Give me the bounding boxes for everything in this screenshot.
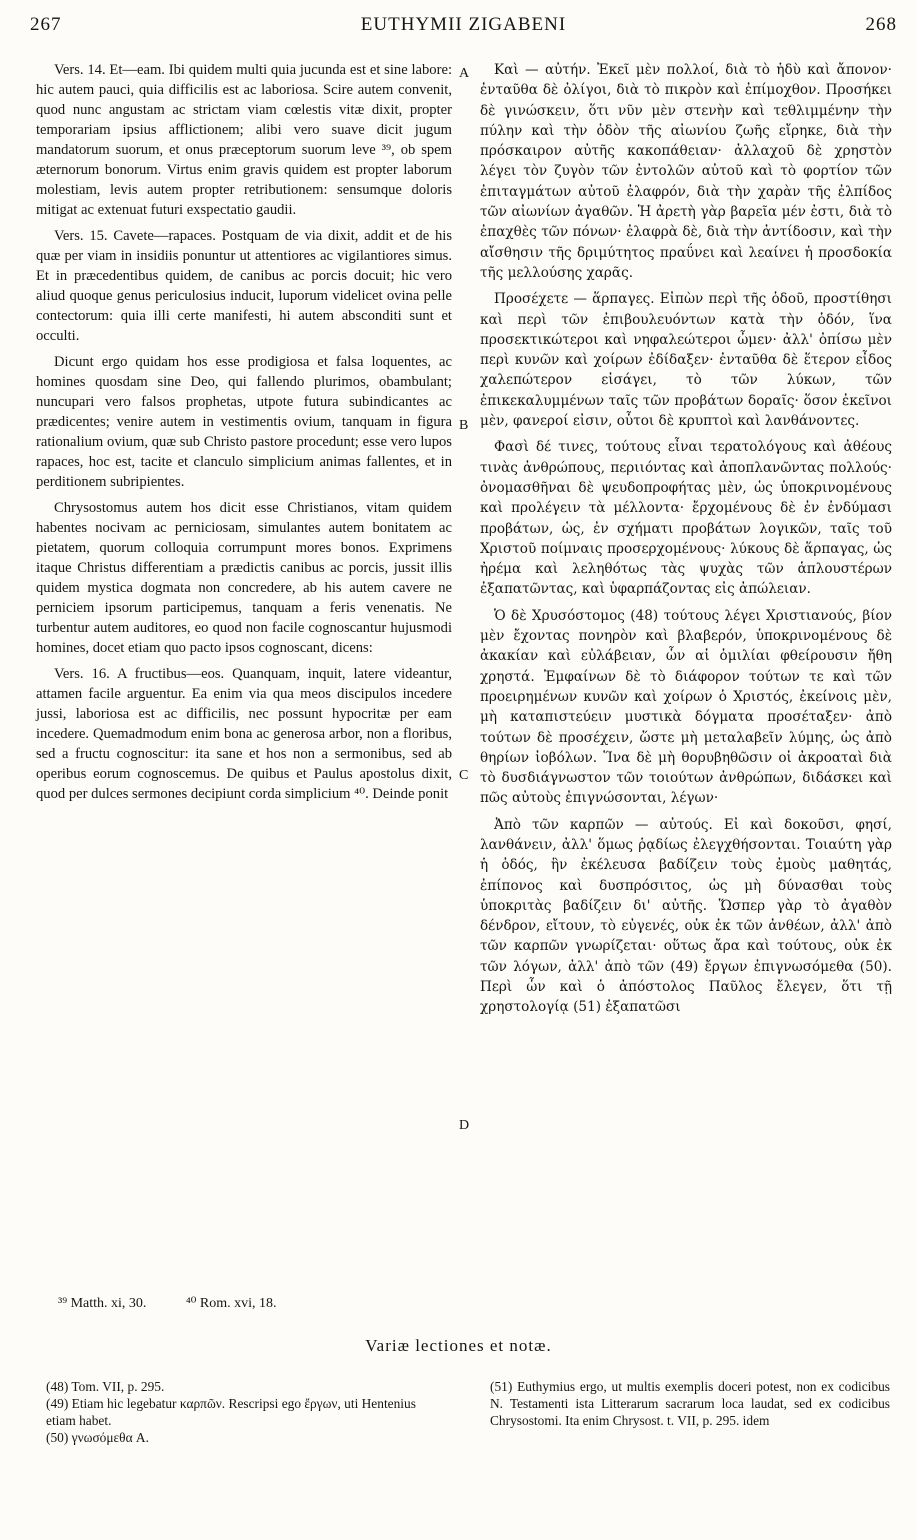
- variae-note-50: (50) γνωσόμεθα A.: [46, 1430, 149, 1445]
- greek-column: [480, 60, 892, 1024]
- variae-right-column: [490, 1378, 890, 1429]
- greek-paragraph-4: Ὁ δὲ Χρυσόστομος (48) τούτους λέγει Χριστιανούς, βίον μὲν ἔχοντας πονηρὸν καὶ βλαβερόν, ὑποκρινομένους δὲ ἀκακίαν καὶ εὐλάβειαν, ὧν αἱ ὁμιλίαι φθείρουσιν ἤθη χρηστά. Ἐμφαίνων δὲ τὸ διάφορον τούτων τε καὶ τῶν προειρημένων κυνῶν καὶ χοίρων ὁ Χριστός, ἐκείνοις μὲν, μὴ καταπιστεύειν μυστικὰ δόγματα προσέταξεν· ἀπὸ τούτων δὲ προσέχειν, ὥστε μὴ μεταλαβεῖν λύμης, ὡς ἀπὸ θηρίων ἰοβόλων. Ἵνα δὲ μὴ θορυβηθῶσιν οἱ ἀκροαταὶ διὰ τὸ δυσδιάγνωστον τῶν τοιούτων ἀνθρώπων, διδάσκει καὶ πῶς αὐτοὺς ἐπιγνώσονται, λέγων·: [480, 607, 892, 807]
- scripture-footnotes: [58, 1295, 313, 1312]
- latin-paragraph-1: Vers. 14. Et—eam. Ibi quidem multi quia jucunda est et sine labore: hic autem pauci, quia difficilis est ac laboriosa. Scire autem convenit, quod nunc angustam ac strictam viam cœlestis vitæ dixit, propter temporariam ipsius afflictionem; alibi vero suave dicit jugum mandatorum suorum, et onus præceptorum suorum leve ³⁹, ob spem æternorum bonorum. Virtus enim gravis quidem est propter laborum molestiam, levis autem propter retributionem: sensumque doloris mitigat ac extenuat futuri exspectatio gaudii.: [36, 62, 452, 218]
- latin-paragraph-3: Dicunt ergo quidam hos esse prodigiosa et falsa loquentes, ac homines quosdam sine Deo, qui fallendo plurimos, obambulant; nuncupari vero falsos prophetas, utpote futura subindicantes ac prædicentes; venire autem in vestimentis ovium, tanquam in figura rationalium ovium, quæ sub Christo pastore procedunt; esse vero lupos rapaces, hoc est, tacite et clanculo simplicium animas fallentes, et in perditionem subripientes.: [36, 354, 452, 490]
- margin-letter-c: C: [459, 768, 469, 783]
- footnote-40: ⁴⁰ Rom. xvi, 18.: [185, 1296, 277, 1311]
- greek-paragraph-5: Ἀπὸ τῶν καρπῶν — αὐτούς. Εἰ καὶ δοκοῦσι, φησί, λανθάνειν, ἀλλ' ὅμως ῥᾳδίως ἐλεγχθήσονται. Τοιαύτη γὰρ ἡ ὁδός, ἣν ἐκέλευσα βαδίζειν τοὺς ἐμοὺς μαθητάς, ἐπίπονος καὶ δυσπρόσιτος, ὡς μὴ δύνασθαι τοὺς ὑποκριτὰς βαδίζειν δι' αὐτῆς. Ὥσπερ γὰρ τὸ ἀγαθὸν δένδρον, εἴτουν, τὸ εὐγενές, οὐκ ἐκ τῶν ἀνθέων, ἀλλ' ἀπὸ τῶν καρπῶν γνωρίζεται· οὕτως ἄρα καὶ τούτους, οὐκ ἐκ τῶν λόγων, ἀλλ' ἀπὸ τῶν (49) ἔργων ἐπιγνωσόμεθα (50). Περὶ ὧν καὶ ὁ ἀπόστολος Παῦλος ἔλεγεν, ὅτι τῇ χρηστολογίᾳ (51) ἐξαπατῶσι: [480, 816, 892, 1016]
- page-number-left: 267: [30, 14, 62, 35]
- greek-paragraph-2: Προσέχετε — ἅρπαγες. Εἰπὼν περὶ τῆς ὁδοῦ, προστίθησι καὶ περὶ τῶν ἐπιβουλευόντων κατὰ τὴν ὁδόν, ἵνα προσεκτικώτεροι καὶ νηφαλεώτεροι ὦμεν· ἀλλ' ὀπίσω μὲν περὶ κυνῶν καὶ χοίρων ἐδίδαξεν· ἐνταῦθα δὲ ἕτερον εἶδος χαλεπώτερον εἰσάγει, τὸ τῶν λύκων, τῶν ἐπικεκαλυμμένων ταῖς τῶν προβάτων δοραῖς· ὅσον ἐκεῖνοι μὲν, φανεροί εἰσιν, οὗτοι δὲ κρυπτοὶ καὶ λανθάνοντες.: [480, 291, 892, 430]
- margin-letter-b: B: [459, 418, 469, 433]
- greek-paragraph-3: Φασὶ δέ τινες, τούτους εἶναι τερατολόγους καὶ ἀθέους τινὰς ἀνθρώπους, περιιόντας καὶ ἀποπλανῶντας πολλούς· ὀνομασθῆναι δὲ ψευδοπροφήτας μὲν, ὡς ὑποκρινομένους καὶ προλέγειν τὰ μέλλοντα· ἔρχομένους δὲ ἐν ἐνδύμασι προβάτων, ὡς, ἐν σχήματι προβάτων λογικῶν, ταῖς τοῦ Χριστοῦ ποίμναις προσερχομένους· λύκους δὲ ἅρπαγας, ὡς ἠρέμα καὶ λεληθότως τὰς ψυχὰς τῶν ἁπλουστέρων ἐξαπατῶντας, καὶ ὑφαρπάζοντας εἰς ἀπώλειαν.: [480, 439, 892, 598]
- variae-title: Variæ lectiones et notæ.: [365, 1336, 552, 1355]
- footnote-39: ³⁹ Matth. xi, 30.: [58, 1296, 147, 1311]
- variae-note-48: (48) Tom. VII, p. 295.: [46, 1379, 165, 1394]
- margin-letter-d: D: [459, 1118, 470, 1133]
- latin-paragraph-5: Vers. 16. A fructibus—eos. Quanquam, inquit, latere videantur, attamen facile arguentur. Ea enim via qua meos discipulos incedere jussi, laboriosa est ac difficilis, nec possunt hypocritæ per eam incedere. Quemadmodum enim bona ac generosa arbor, non a floribus, sed a fructu cognoscitur: ita sane et hos non a sermonibus, sed ab operibus eorum cognoscemus. De quibus et Paulus apostolus dixit, quod per dulces sermones decipiunt corda simplicium ⁴⁰. Deinde ponit: [36, 666, 452, 802]
- latin-paragraph-4: Chrysostomus autem hos dicit esse Christianos, vitam quidem habentes nocivam ac perniciosam, simulantes autem bonitatem ac pietatem, quorum colloquia corrumpunt mores bonos. Exprimens itaque Christus differentiam a prædictis canibus ac porcis, jussit illis quidem mystica dogmata non concredere, ab his autem cavere ne perniciem ipsorum participemus, tanquam a feris venenatis. Ne turbentur autem auditores, eo quod non facile cognoscantur hujusmodi homines, docet etiam quo pacto ipsos cognoscant, dicens:: [36, 500, 452, 656]
- variae-note-51: (51) Euthymius ergo, ut multis exemplis doceri potest, non ex codicibus N. Testamenti ista Litterarum sacrarum loca laudat, sed ex codicibus Chrysostomi. Ita enim Chrysost. t. VII, p. 295. idem: [490, 1379, 890, 1428]
- variae-note-49: (49) Etiam hic legebatur καρπῶν. Rescripsi ego ἔργων, uti Hentenius etiam habet.: [46, 1396, 416, 1428]
- latin-paragraph-2: Vers. 15. Cavete—rapaces. Postquam de via dixit, addit et de his quæ per viam in insidiis ponuntur ut attentiores ac vigilantiores simus. Et in præcedentibus quidem, de canibus ac porcis docuit; hic vero aliud quoque genus periculosius inducit, luporum videlicet ovina pelle contectorum: quia illi certe manifesti, hi autem absconditi sunt et occulti.: [36, 228, 452, 344]
- margin-letter-a: A: [459, 66, 470, 81]
- page-number-right: 268: [865, 14, 897, 35]
- running-title: EUTHYMII ZIGABENI: [360, 14, 567, 35]
- latin-column: [36, 60, 452, 810]
- page-header: [30, 14, 897, 44]
- variae-left-column: [46, 1378, 446, 1446]
- greek-paragraph-1: Καὶ — αὐτήν. Ἐκεῖ μὲν πολλοί, διὰ τὸ ἡδὺ καὶ ἄπονον· ἐνταῦθα δὲ ὀλίγοι, διὰ τὸ πικρὸν καὶ ἐπίμοχθον. Προσήκει δὲ γινώσκειν, ὅτι νῦν μὲν στενὴν καὶ τεθλιμμένην τὴν πύλην καὶ τὴν ὁδὸν τῆς αἰωνίου ζωῆς εἴρηκε, διὰ τὴν πρόσκαιρον αὐτῆς κακοπάθειαν· ἀλλαχοῦ δὲ χρηστὸν λέγει τὸν ζυγὸν τῶν ἐντολῶν αὐτοῦ καὶ τὸ φορτίον τῶν ἐπιταγμάτων αὐτοῦ ἐλαφρόν, διὰ τὴν χαρὰν τῆς ἐλπίδος τῶν αἰωνίων ἀγαθῶν. Ἡ ἀρετὴ γὰρ βαρεῖα μέν ἐστι, διὰ τὸ ἐπαχθὲς τῶν πόνων· ἐλαφρὰ δὲ, διὰ τὴν ἀντίδοσιν, καὶ τὴν αἴσθησιν τῆς δριμύτητος πραΰνει καὶ λεαίνει ἡ προσδοκία τῆς μελλούσης χαρᾶς.: [480, 62, 892, 281]
